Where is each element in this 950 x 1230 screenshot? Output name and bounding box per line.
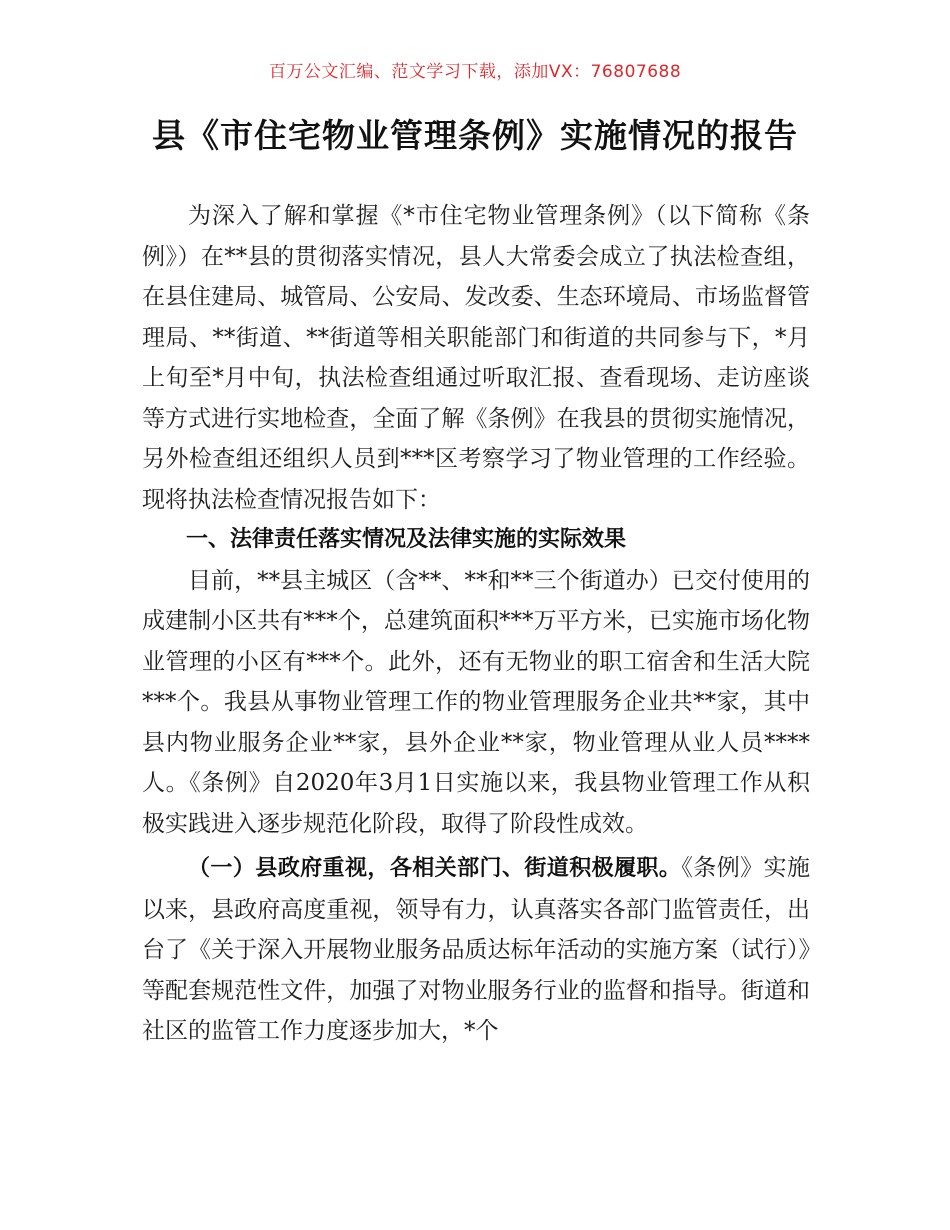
watermark-banner: 百万公文汇编、范文学习下载，添加VX：76807688 xyxy=(268,62,682,82)
document-body xyxy=(142,196,810,1052)
subsection-text: 《条例》实施以来，县政府高度重视，领导有力，认真落实各部门监管责任，出台了《关于深入开展物业服务品质达标年活动的实施方案（试行）》等配套规范性文件，加强了对物业服务行业的监督和指导。街道和社区的监管工作力度逐步加大，*个 xyxy=(142,855,810,1044)
section-paragraph: 目前，**县主城区（含**、**和**三个街道办）已交付使用的成建制小区共有***个，总建筑面积***万平方米，已实施市场化物业管理的小区有***个。此外，还有无物业的职工宿舍和生活大院***个。我县从事物业管理工作的物业管理服务企业共**家，其中县内物业服务企业**家，县外企业**家，物业管理从业人员****人。《条例》自2020年3月1日实施以来，我县物业管理工作从积极实践进入逐步规范化阶段，取得了阶段性成效。 xyxy=(142,567,810,837)
page-title: 县《市住宅物业管理条例》实施情况的报告 xyxy=(152,116,798,155)
subsection-heading: （一）县政府重视，各相关部门、街道积极履职。 xyxy=(188,856,682,881)
section-heading: 一、法律责任落实情况及法律实施的实际效果 xyxy=(186,527,627,552)
intro-paragraph: 为深入了解和掌握《*市住宅物业管理条例》（以下简称《条例》）在**县的贯彻落实情况，县人大常委会成立了执法检查组，在县住建局、城管局、公安局、发改委、生态环境局、市场监督管理局、**街道、**街道等相关职能部门和街道的共同参与下，*月上旬至*月中旬，执法检查组通过听取汇报、查看现场、走访座谈等方式进行实地检查，全面了解《条例》在我县的贯彻实施情况，另外检查组还组织人员到***区考察学习了物业管理的工作经验。现将执法检查情况报告如下： xyxy=(142,203,810,513)
subsection-paragraph xyxy=(142,848,810,1052)
